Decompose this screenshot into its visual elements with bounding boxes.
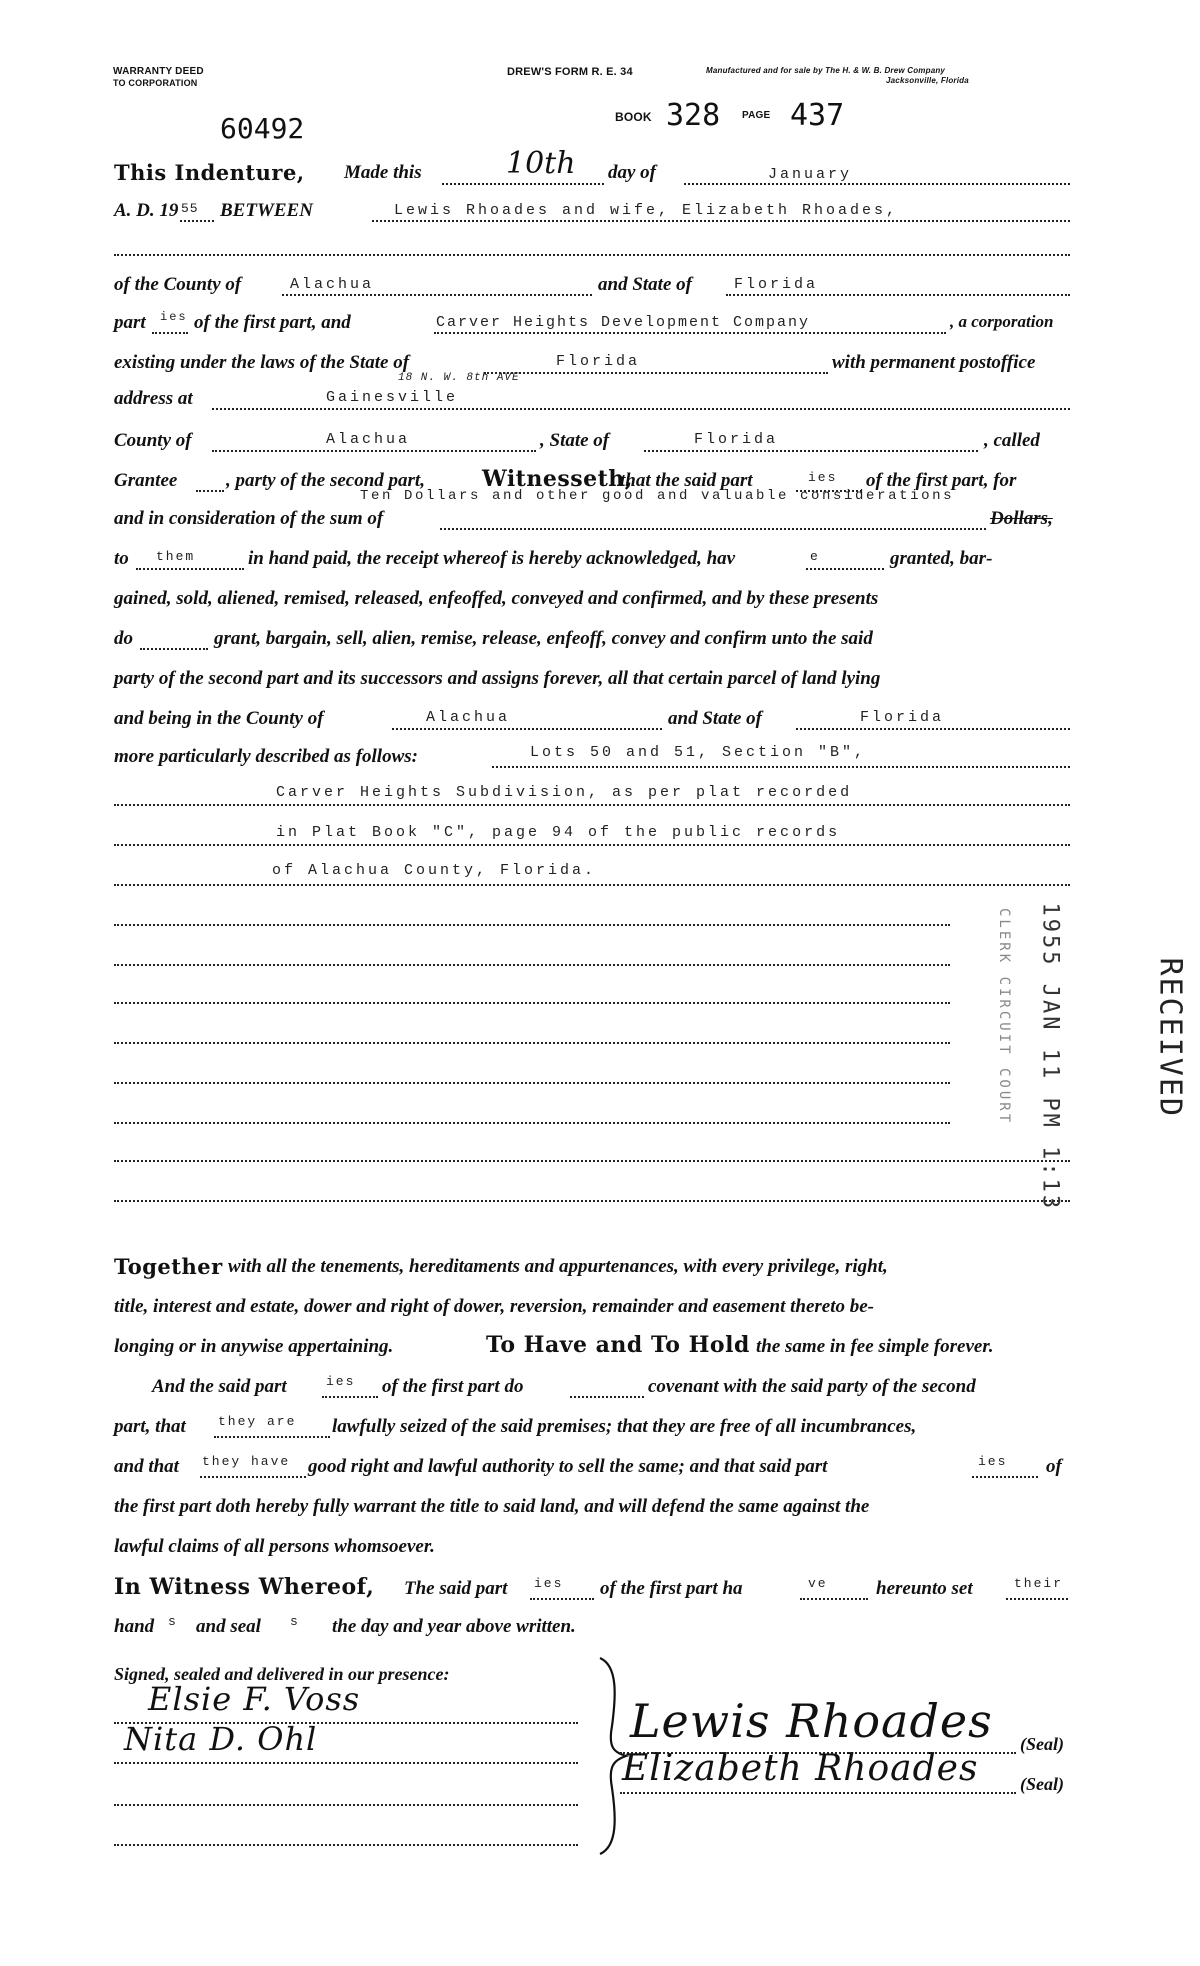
day-year-text: the day and year above written. bbox=[332, 1616, 576, 1637]
form-name: DREW'S FORM R. E. 34 bbox=[507, 66, 633, 78]
witness-text-b: of the first part ha bbox=[600, 1578, 743, 1599]
particular-text: more particularly described as follows: bbox=[114, 746, 418, 767]
rule-line bbox=[114, 964, 950, 966]
year-blank bbox=[180, 220, 214, 222]
to-label: to bbox=[114, 548, 129, 569]
grantee-name: Carver Heights Development Company bbox=[436, 314, 811, 331]
seal-suffix: s bbox=[290, 1614, 300, 1629]
signed-label: Signed, sealed and delivered in our presence: bbox=[114, 1664, 450, 1684]
being-county-blank bbox=[392, 728, 662, 730]
ad-label: A. D. 19 bbox=[114, 200, 179, 221]
witness-suffix-c-blank bbox=[1006, 1598, 1068, 1600]
hand-text: hand bbox=[114, 1616, 155, 1637]
desc-line2: Carver Heights Subdivision, as per plat recorded bbox=[276, 784, 853, 801]
consideration-value: Ten Dollars and other good and valuable considerations bbox=[360, 488, 955, 504]
indenture-label: This Indenture, bbox=[114, 160, 305, 185]
first-for-text: of the first part, for bbox=[866, 470, 1017, 491]
county2-blank bbox=[212, 450, 536, 452]
witness-text-a: The said part bbox=[404, 1578, 508, 1599]
do-blank bbox=[140, 648, 208, 650]
rule-line bbox=[114, 1122, 950, 1124]
claims-line: lawful claims of all persons whomsoever. bbox=[114, 1536, 435, 1557]
part-that-text: part, that bbox=[114, 1416, 186, 1437]
seal-label-1: (Seal) bbox=[1020, 1734, 1064, 1754]
state2-label: , State of bbox=[540, 430, 610, 451]
signer1-signature: Lewis Rhoades bbox=[630, 1694, 993, 1748]
witness-line-2 bbox=[114, 1762, 578, 1764]
to-blank bbox=[136, 568, 244, 570]
month-blank bbox=[684, 183, 1070, 185]
signer2-line bbox=[620, 1792, 1016, 1794]
witness-text-c: hereunto set bbox=[876, 1578, 973, 1599]
they-have-blank bbox=[200, 1476, 306, 1478]
witnesseth-label: Witnesseth, bbox=[482, 466, 633, 492]
gained-line: gained, sold, aliened, remised, released, enfeoffed, conveyed and confirmed, and by these presents bbox=[114, 588, 879, 609]
state2-value: Florida bbox=[694, 431, 779, 448]
of-text: of bbox=[1046, 1456, 1062, 1477]
grantee-suffix-blank bbox=[196, 490, 224, 492]
together-line3b: the same in fee simple forever. bbox=[756, 1336, 994, 1357]
county-of-label: of the County of bbox=[114, 274, 242, 295]
witness1-signature: Elsie F. Voss bbox=[148, 1680, 361, 1718]
county-blank bbox=[282, 294, 592, 296]
made-this-text: Made this bbox=[344, 162, 422, 183]
being-county-value: Alachua bbox=[426, 709, 511, 726]
maker-line2: Jacksonville, Florida bbox=[886, 76, 969, 85]
desc-line1: Lots 50 and 51, Section "B", bbox=[530, 744, 867, 761]
desc-line3: in Plat Book "C", page 94 of the public records bbox=[276, 824, 841, 841]
called-text: , called bbox=[984, 430, 1040, 451]
consideration-text: and in consideration of the sum of bbox=[114, 508, 384, 529]
desc-blank-2 bbox=[114, 804, 1070, 806]
desc-blank-4 bbox=[114, 884, 1070, 886]
desc-line4: of Alachua County, Florida. bbox=[272, 862, 597, 879]
do-label: do bbox=[114, 628, 133, 649]
day-blank bbox=[442, 183, 604, 185]
existing-text: existing under the laws of the State of bbox=[114, 352, 410, 373]
being-state-blank bbox=[796, 728, 1070, 730]
rule-line bbox=[114, 1002, 950, 1004]
witness-label: In Witness Whereof, bbox=[114, 1574, 375, 1600]
day-of-text: day of bbox=[608, 162, 657, 183]
together-label: Together bbox=[114, 1254, 223, 1279]
witness-line-4 bbox=[114, 1844, 578, 1846]
form-type-line2: TO CORPORATION bbox=[113, 78, 198, 88]
consideration-blank bbox=[440, 528, 986, 530]
rule-line bbox=[114, 1082, 950, 1084]
being-state-text: and State of bbox=[668, 708, 762, 729]
and-that-text: and that bbox=[114, 1456, 179, 1477]
together-line2: title, interest and estate, dower and right of dower, reversion, remainder and easement thereto be- bbox=[114, 1296, 874, 1317]
maker-line1: Manufactured and for sale by The H. & W. B. Drew Company bbox=[706, 66, 946, 75]
month-value: January bbox=[768, 166, 853, 183]
laws-state-blank bbox=[484, 372, 828, 374]
rule-line bbox=[114, 1200, 1070, 1202]
witness-suffix-b-blank bbox=[800, 1598, 868, 1600]
being-text: and being in the County of bbox=[114, 708, 324, 729]
together-line1: with all the tenements, hereditaments and appurtenances, with every privilege, right, bbox=[228, 1256, 888, 1277]
state2-blank bbox=[644, 450, 978, 452]
part-suffix: ies bbox=[160, 310, 188, 324]
to-have-label: To Have and To Hold bbox=[486, 1332, 750, 1358]
they-are-value: they are bbox=[218, 1414, 297, 1429]
book-number: 328 bbox=[666, 98, 721, 133]
page-number: 437 bbox=[790, 98, 845, 133]
hand-suffix: s bbox=[168, 1614, 178, 1629]
grantee-label: Grantee bbox=[114, 470, 178, 491]
seal-label-2: (Seal) bbox=[1020, 1774, 1064, 1794]
first-part-text: of the first part, and bbox=[194, 312, 351, 333]
good-right-suffix: ies bbox=[978, 1454, 1008, 1469]
do-covenant-blank bbox=[570, 1396, 644, 1398]
county-value: Alachua bbox=[290, 276, 375, 293]
covenant-suffix: ies bbox=[326, 1374, 356, 1389]
to-value: them bbox=[156, 549, 196, 564]
lawfully-text: lawfully seized of the said premises; that they are free of all incumbrances, bbox=[332, 1416, 917, 1437]
address-value: Gainesville bbox=[326, 389, 459, 406]
page-label: PAGE bbox=[742, 110, 771, 121]
signer2-signature: Elizabeth Rhoades bbox=[622, 1748, 979, 1789]
grantee-blank bbox=[434, 332, 946, 334]
county2-value: Alachua bbox=[326, 431, 411, 448]
form-type-line1: WARRANTY DEED bbox=[113, 66, 204, 77]
hand-paid-text: in hand paid, the receipt whereof is hereby acknowledged, hav bbox=[248, 548, 736, 569]
stamp-date: 1955 JAN 11 PM 1:13 bbox=[1037, 902, 1063, 1212]
between-label: BETWEEN bbox=[220, 200, 313, 221]
warrant-line: the first part doth hereby fully warrant the title to said land, and will defend the same against the bbox=[114, 1496, 870, 1517]
rule-line bbox=[114, 1160, 1070, 1162]
that-said-text: that the said part bbox=[620, 470, 753, 491]
covenant-a: And the said part bbox=[152, 1376, 287, 1397]
second-part-text: , party of the second part, bbox=[226, 470, 425, 491]
they-have-value: they have bbox=[202, 1454, 291, 1469]
party-line: party of the second part and its successors and assigns forever, all that certain parcel of land lying bbox=[114, 668, 881, 689]
dollars-text: Dollars, bbox=[990, 508, 1053, 529]
witness-suffix-c: their bbox=[1014, 1576, 1064, 1591]
grantors-blank bbox=[372, 220, 1070, 222]
part-blank bbox=[152, 332, 188, 334]
witness-suffix-b: ve bbox=[808, 1576, 828, 1591]
covenant-suffix-blank bbox=[322, 1396, 378, 1398]
state-blank bbox=[726, 294, 1070, 296]
state-value: Florida bbox=[734, 276, 819, 293]
part-label: part bbox=[114, 312, 146, 333]
document-number: 60492 bbox=[220, 112, 305, 145]
witness-suffix-a-blank bbox=[530, 1598, 594, 1600]
said-suffix: ies bbox=[808, 470, 838, 485]
grantors-value: Lewis Rhoades and wife, Elizabeth Rhoades, bbox=[394, 202, 899, 219]
state-of-label: and State of bbox=[598, 274, 692, 295]
granted-text: granted, bar- bbox=[890, 548, 993, 569]
day-value: 10th bbox=[506, 146, 576, 181]
rule-line bbox=[114, 1042, 950, 1044]
hav-blank bbox=[806, 568, 884, 570]
year-value: 55 bbox=[181, 201, 199, 216]
blank-line bbox=[114, 254, 1070, 256]
desc-blank-3 bbox=[114, 844, 1070, 846]
covenant-c: covenant with the said party of the second bbox=[648, 1376, 976, 1397]
received-stamp: RECEIVED bbox=[1152, 957, 1188, 1118]
address-label: address at bbox=[114, 388, 193, 409]
postoffice-text: with permanent postoffice bbox=[832, 352, 1036, 373]
together-line3a: longing or in anywise appertaining. bbox=[114, 1336, 394, 1357]
do-line: grant, bargain, sell, alien, remise, release, enfeoff, convey and confirm unto the said bbox=[214, 628, 873, 649]
good-right-text: good right and lawful authority to sell the same; and that said part bbox=[308, 1456, 828, 1477]
county2-label: County of bbox=[114, 430, 192, 451]
good-right-blank bbox=[972, 1476, 1038, 1478]
being-state-value: Florida bbox=[860, 709, 945, 726]
corporation-text: , a corporation bbox=[950, 312, 1054, 331]
seal-text: and seal bbox=[196, 1616, 261, 1637]
street-value: 18 N. W. 8th AVE bbox=[398, 372, 520, 384]
witness-line-3 bbox=[114, 1804, 578, 1806]
they-are-blank bbox=[214, 1436, 330, 1438]
witness-suffix-a: ies bbox=[534, 1576, 564, 1591]
address-blank bbox=[212, 408, 1070, 410]
desc-blank-1 bbox=[492, 766, 1070, 768]
rule-line bbox=[114, 924, 950, 926]
stamp-clerk: CLERK CIRCUIT COURT bbox=[996, 908, 1012, 1126]
covenant-b: of the first part do bbox=[382, 1376, 524, 1397]
hav-suffix: e bbox=[810, 549, 820, 564]
witness2-signature: Nita D. Ohl bbox=[124, 1720, 318, 1758]
laws-state-value: Florida bbox=[556, 353, 641, 370]
book-label: BOOK bbox=[615, 110, 652, 124]
